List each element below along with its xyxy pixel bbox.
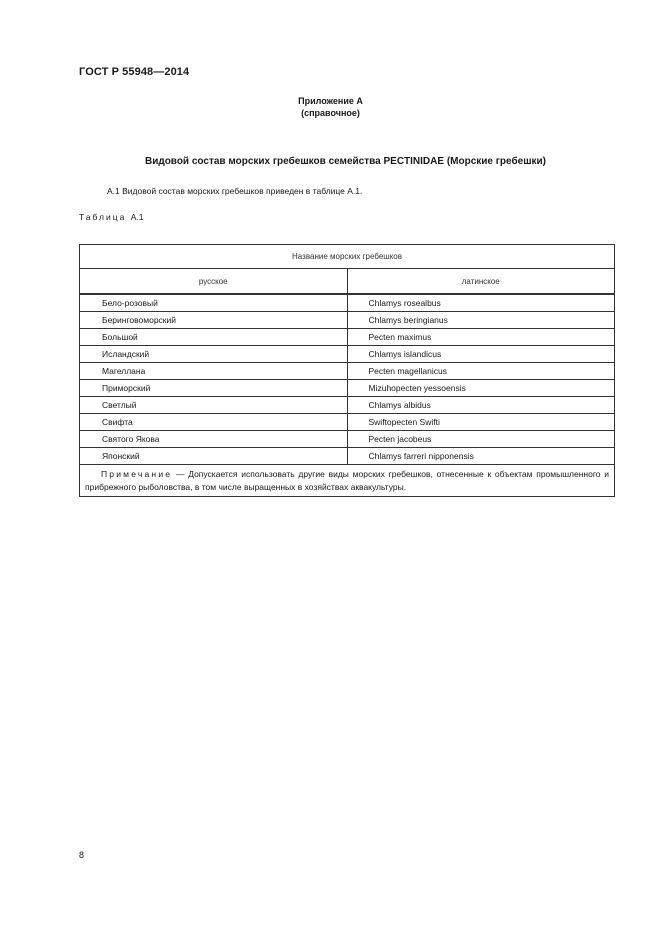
species-name-latin: Chlamys farreri nipponensis	[347, 448, 615, 465]
table-label	[79, 212, 143, 222]
table-column-header-row	[80, 269, 615, 295]
species-name-latin: Pecten jacobeus	[347, 431, 615, 448]
species-name-latin: Chlamys rosealbus	[347, 294, 615, 312]
table-row	[80, 380, 615, 397]
species-name-latin: Chlamys beringianus	[347, 312, 615, 329]
column-header-russian: русское	[80, 269, 348, 295]
species-name-latin: Swiftopecten Swifti	[347, 414, 615, 431]
table-note	[80, 465, 615, 497]
species-name-russian: Бело-розовый	[80, 294, 348, 312]
table-note-row	[80, 465, 615, 497]
species-name-russian: Свифта	[80, 414, 348, 431]
table-group-header: Название морских гребешков	[80, 245, 615, 269]
appendix-title: Приложение А	[298, 96, 363, 106]
species-name-latin: Chlamys albidus	[347, 397, 615, 414]
column-header-latin: латинское	[347, 269, 615, 295]
species-name-russian: Приморский	[80, 380, 348, 397]
page-number: 8	[79, 850, 85, 860]
species-name-latin: Pecten maximus	[347, 329, 615, 346]
section-heading: Видовой состав морских гребешков семейства PECTINIDAE (Морские гребешки)	[144, 156, 547, 167]
table-row	[80, 431, 615, 448]
standard-number: ГОСТ Р 55948—2014	[79, 66, 190, 78]
species-name-russian: Святого Якова	[80, 431, 348, 448]
species-name-russian: Магеллана	[80, 363, 348, 380]
table-row	[80, 329, 615, 346]
table-label-number: А.1	[130, 212, 144, 222]
table-row	[80, 397, 615, 414]
note-prefix: Примечание	[101, 469, 173, 479]
species-table	[79, 244, 615, 497]
table-group-header-row	[80, 245, 615, 269]
species-name-russian: Беринговоморский	[80, 312, 348, 329]
species-name-latin: Mizuhopecten yessoensis	[347, 380, 615, 397]
table-row	[80, 448, 615, 465]
species-name-russian: Исландский	[80, 346, 348, 363]
table-row	[80, 414, 615, 431]
table-row	[80, 294, 615, 312]
appendix-header	[0, 95, 661, 119]
table-row	[80, 346, 615, 363]
table-row	[80, 363, 615, 380]
species-name-russian: Японский	[80, 448, 348, 465]
intro-paragraph: А.1 Видовой состав морских гребешков приведен в таблице А.1.	[107, 186, 363, 196]
table-label-word: Таблица	[79, 212, 127, 222]
table-row	[80, 312, 615, 329]
species-name-russian: Светлый	[80, 397, 348, 414]
species-name-latin: Chlamys islandicus	[347, 346, 615, 363]
note-text: — Допускается использовать другие виды морских гребешков, отнесенные к объектам промышленного и прибрежного рыболовства, в том числе выращенных в хозяйствах аквакультуры.	[85, 469, 609, 492]
species-name-latin: Pecten magellanicus	[347, 363, 615, 380]
species-table-body	[80, 245, 615, 497]
species-name-russian: Большой	[80, 329, 348, 346]
appendix-subtitle: (справочное)	[301, 108, 360, 118]
